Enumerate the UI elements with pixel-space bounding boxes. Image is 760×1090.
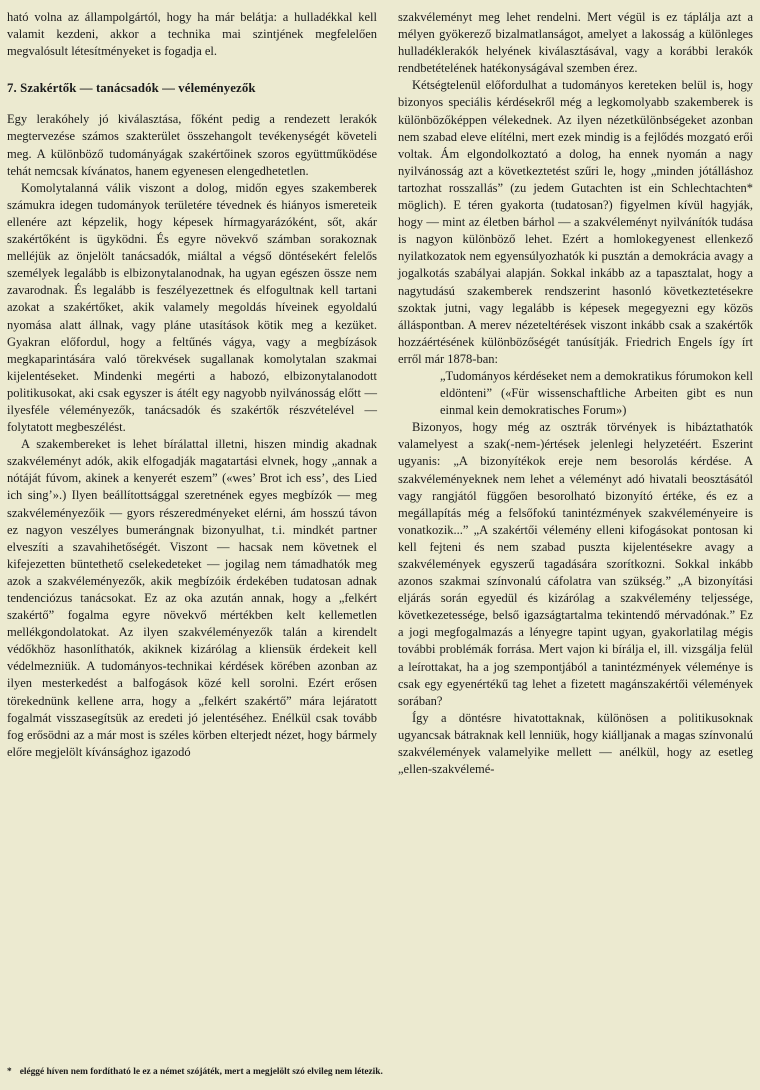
paragraph: A szakembereket is lehet bírálattal illetni, hiszen mindig akadnak szakvéleményt adók, akik elfogadják magatartási elvnek, hogy „annak a nótáját fúvom, akinek a kenyerét eszem” («wes’ Brot ich ess’, des Lied ich sing’».) Ilyen beállítottsággal szeretnének egyes megbízók — meg szakvéleményezőik — gyors részeredményeket elérni, ám hosszú távon ez nagyon veszélyes bumerángnak bizonyulhat, t.i. mindkét partner elveszíti a szavahihetőségét. Viszont — hacsak nem követnek el kifejezetten büntethető cselekedeteket — jogilag nem támadhatók meg azok a szakvéleményezők, akik megbízóik érdekében tudatosan adnak tendenciózus tanácsokat. Ez az oka azután annak, hogy a „felkért szakértő” fogalma egyre növekvő mértékben kelt kellemetlen mellékgondolatokat. Az ilyen szakvéleményezők talán a kirendelt védőkhöz hasonlíthatók, akiknek kizárólag a kliensük érdekeit kell védelmezniük. A tudományos-technikai kérdések körében azonban az ilyen mesterkedést a balfogások közé kell sorolni. Ezért erősen törekednünk kellene arra, hogy a „felkért szakértő” mára lejáratott fogalmát visszasegítsük az eredeti jó jelentéséhez. Enélkül csak tovább fog erősödni az a már most is széles körben elterjedt nézet, hogy bármely előre megjelölt kívánsághoz igazodó bbox=[7, 437, 377, 759]
footnote-mark: * bbox=[7, 1067, 12, 1077]
engels-quote: „Tudományos kérdéseket nem a demokratikus fórumokon kell eldönteni” («Für wissenschaftliche Arbeiten gibt es nun einmal kein demokratisches Forum») bbox=[440, 368, 753, 418]
left-column bbox=[7, 9, 377, 761]
opening-paragraph: szakvéleményt meg lehet rendelni. Mert végül is ez táplálja azt a mélyen gyökerező bizalmatlanságot, amelyet a lakosság a különleges hulladéklerakók helyének kiválasztásával, vagy a korábbi lerakók rendbetételének hatékonyságával szemben érez. bbox=[398, 10, 753, 76]
footnote-text: eléggé híven nem fordítható le ez a német szójáték, mert a megjelölt szó elvileg nem létezik. bbox=[19, 1067, 383, 1077]
paragraph: Bizonyos, hogy még az osztrák törvények is hibáztathatók valamelyest a szak(-nem-)értések jelenlegi helyzetéért. Eszerint ugyanis: „A bizonyítékok ereje nem besorolás kérdése. A szakvéleményeknek nem lehet a véleményt adó hivatali beosztásától vagy rangjától függően besorolható bizonyító értéke, és ez a megállapítás még a felsőfokú tanintézmények szakvéleményeire is vonatkozik...” „A szakértői vélemény elleni kifogásokat pontosan ki kell fejteni és nem szabad puszta kijelentésekre avagy a szakvélemények egyszerű tagadására szorítkozni. Sokkal inkább azonos szakmai színvonalú cáfolatra van szükség.” „A bizonyítási eljárás során egyedül és kizárólag a szakvélemény teljessége, következetessége, belső igazságtartalma tekintendő mérvadónak.” Ez a jogi megfogalmazás a lényegre tapint ugyan, gyakorlatilag mégis további problémák forrása. Mert vajon ki bírálja el, ill. vizsgálja felül a leírottakat, ha a jog szempontjából a tanintézmények véleménye is csak egy egyenértékű tag lehet a fizetett magánszakértői vélemények sorában? bbox=[398, 420, 753, 708]
section-heading: 7. Szakértők — tanácsadók — véleményezők bbox=[7, 81, 256, 96]
paragraph: Így a döntésre hivatottaknak, különösen a politikusoknak ugyancsak bátraknak kell lenniük, hogy kiálljanak a magas színvonalú szakvélemények valamelyike mellett — anélkül, hogy az esetleg „ellen-szakvélemé- bbox=[398, 710, 753, 777]
right-column bbox=[398, 9, 753, 778]
opening-paragraph: ható volna az állampolgártól, hogy ha már belátja: a hulladékkal kell valamit kezdeni, akkor a technika mai szintjének megfelelően megvalósult létesítményeket is fogadja el. bbox=[7, 10, 377, 59]
paragraph: Egy lerakóhely jó kiválasztása, főként pedig a rendezett lerakók megtervezése számos szakterület összehangolt tevékenységét követeli meg. A különböző tudományágak szakértőinek szoros együttműködése tehát nemcsak kívánatos, hanem egyenesen elengedhetetlen. bbox=[7, 112, 377, 178]
paragraph: Komolytalanná válik viszont a dolog, midőn egyes szakemberek számukra idegen tudományok területére tévednek és hiányos ismereteik ellenére azt képzelik, hogy képesek hírmagyarázóként, sőt, akár szakértőként is ügyködni. És egyre növekvő számban sorakoznak melléjük az önjelölt tanácsadók, miáltal a végső döntésekért felelős személyek legalább is elbizonytalanodnak, ha ugyan egészen össze nem zavarodnak. És legalább is feszélyezettnek és elfogultnak kell tartani azokat a szakértőket, akik valamely megoldás híveinek egyoldalú nyomása alatt állnak, vagy pláne utasítások kötik meg a kezüket. Gyakran előfordul, hogy a feltűnés vágya, vagy a megbízások megkaparintására való törekvések sugallanak komolytalan szakmai kijelentéseket. Mindenki megérti a habozó, elbizonytalanodott politikusokat, aki csak egyszer is átélt egy nagyobb nyilvánosság előtt — ilyesféle véleményezők, tanácsadók és szakértők részvételével — folytatott megbeszélést. bbox=[7, 180, 377, 435]
paragraph: Kétségtelenül előfordulhat a tudományos kereteken belül is, hogy bizonyos speciális kérdésekről még a legkomolyabb szakemberek is különbözőképpen vélekednek. Az ilyen nézetkülönbségeket azonban nem szabad eleve elítélni, mert ezek mindig is a fejlődés mozgató erői voltak. Ám elgondolkoztató a dolog, ha ennek nyomán a nagy nyilvánosság azt a következtetést szűri le, hogy „minden jótálláshoz tartozhat rosszallás” (zu jedem Gutachten ist ein Schlechtachten* möglich). E téren gyakorta (tudatosan?) figyelmen kívül hagyják, hogy — mint az életben bárhol — a szakvéleményt nyilvánítók tudása is nagyon különböző lehet. Ezért a homlokegyenest ellenkező nyilatkozatok nem egyensúlyozhatók ki pusztán a demokrácia avagy a jogalkotás szabályai alapján. Sokkal inkább az a tapasztalat, hogy a nagytudású szakemberek rendszerint hasonló következtetésekre szoktak jutni, vagy legalább is képesek megegyezni egy közös álláspontban. A merev nézeteltérések viszont inkább csak a szakértők hozzáértésének különbözőségét tanúsítják. Friedrich Engels így írt erről már 1878-ban: bbox=[398, 78, 753, 366]
footnote bbox=[7, 1066, 752, 1078]
